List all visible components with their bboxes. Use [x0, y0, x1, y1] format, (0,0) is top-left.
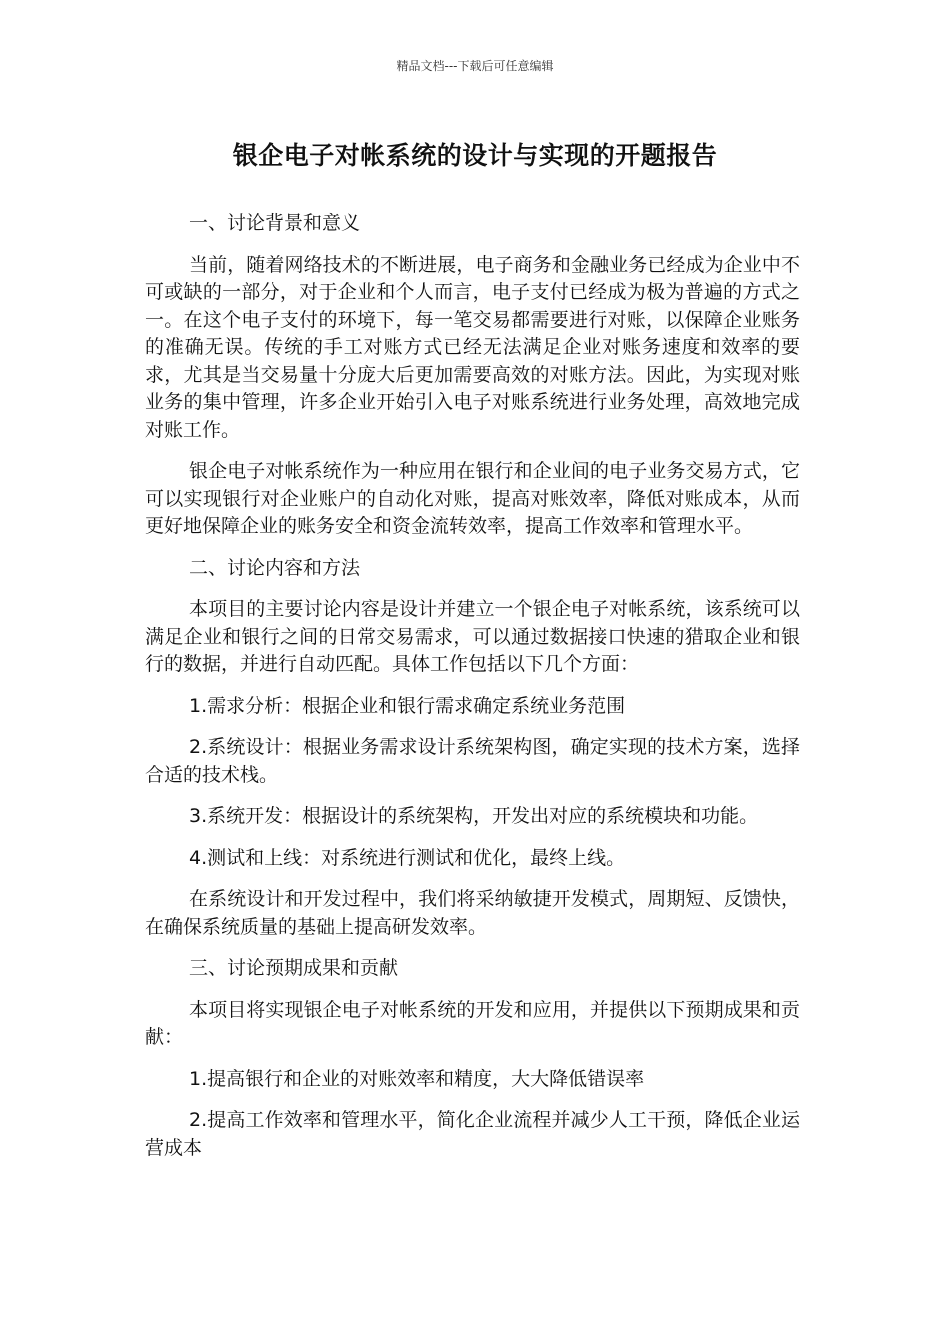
paragraph-outcomes-intro: 本项目将实现银企电子对帐系统的开发和应用，并提供以下预期成果和贡献：	[145, 998, 800, 1048]
document-body	[145, 210, 800, 1176]
list-item-outcome-2: 2.提高工作效率和管理水平，简化企业流程并减少人工干预，降低企业运营成本	[145, 1109, 800, 1159]
list-item-testing: 4.测试和上线：对系统进行测试和优化，最终上线。	[189, 846, 626, 869]
list-item-outcome-1: 1.提高银行和企业的对账效率和精度，大大降低错误率	[189, 1067, 645, 1090]
document-title: 银企电子对帐系统的设计与实现的开题报告	[232, 141, 718, 170]
list-item-development: 3.系统开发：根据设计的系统架构，开发出对应的系统模块和功能。	[189, 805, 759, 827]
paragraph-content-intro: 本项目的主要讨论内容是设计并建立一个银企电子对帐系统，该系统可以满足企业和银行之间的日常交易需求，可以通过数据接口快速的猎取企业和银行的数据，并进行自动匹配。具体工作包括以下几个方面：	[145, 598, 800, 675]
list-item-requirements: 1.需求分析：根据企业和银行需求确定系统业务范围	[189, 694, 626, 717]
paragraph-background-1: 当前，随着网络技术的不断进展，电子商务和金融业务已经成为企业中不可或缺的一部分，对于企业和个人而言，电子支付已经成为极为普遍的方式之一。在这个电子支付的环境下，每一笔交易都需要进行对账，以保障企业账务的准确无误。传统的手工对账方式已经无法满足企业对账务速度和效率的要求，尤其是当交易量十分庞大后更加需要高效的对账方法。因此，为实现对账业务的集中管理，许多企业开始引入电子对账系统进行业务处理，高效地完成对账工作。	[145, 253, 800, 441]
paragraph-agile: 在系统设计和开发过程中，我们将采纳敏捷开发模式，周期短、反馈快，在确保系统质量的基础上提高研发效率。	[145, 888, 800, 938]
list-item-design: 2.系统设计：根据业务需求设计系统架构图，确定实现的技术方案，选择合适的技术栈。	[145, 736, 800, 786]
section-heading-content-methods: 二、讨论内容和方法	[189, 556, 361, 579]
paragraph-background-2: 银企电子对帐系统作为一种应用在银行和企业间的电子业务交易方式，它可以实现银行对企业账户的自动化对账，提高对账效率，降低对账成本，从而更好地保障企业的账务安全和资金流转效率，提高工作效率和管理水平。	[145, 460, 800, 537]
header-note: 精品文档---下载后可任意编辑	[396, 59, 554, 73]
section-heading-outcomes: 三、讨论预期成果和贡献	[189, 957, 399, 979]
section-heading-background: 一、讨论背景和意义	[189, 212, 361, 234]
